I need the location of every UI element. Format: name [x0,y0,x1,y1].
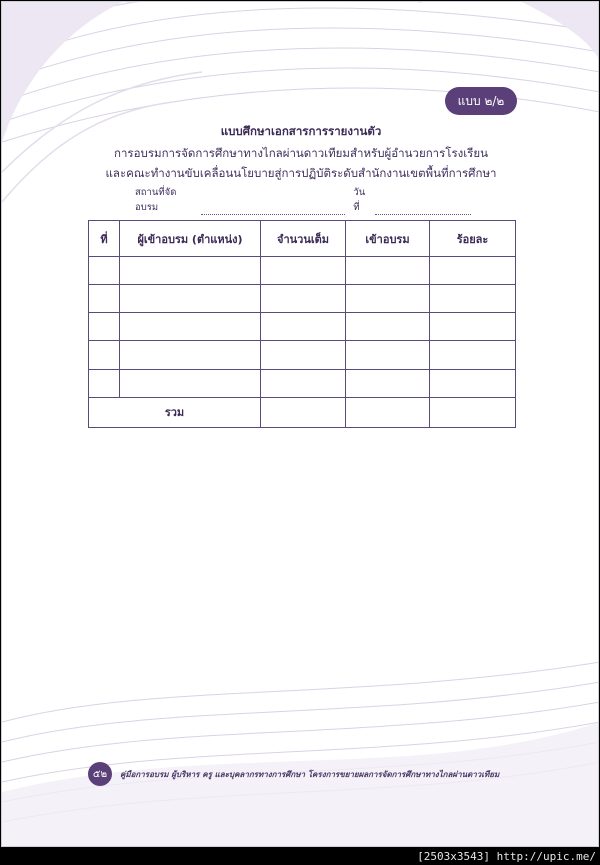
table-cell[interactable] [261,341,346,369]
table-cell[interactable] [89,285,120,313]
table-cell[interactable] [89,257,120,285]
form-number-badge: แบบ ๒/๒ [445,87,517,115]
total-cell[interactable] [346,397,430,427]
table-cell[interactable] [120,341,261,369]
footer-text: คู่มือการอบรม ผู้บริหาร ครู และบุคลากรทางการศึกษา โครงการขยายผลการจัดการศึกษาทางไกลผ่านดาวเทียม [120,769,500,779]
table-cell[interactable] [430,313,516,341]
page-number-badge: ๕๒ [88,762,112,786]
table-cell[interactable] [346,369,430,397]
table-cell[interactable] [346,257,430,285]
info-line [135,185,475,215]
total-row [89,397,516,427]
document-page [1,1,599,847]
table-cell[interactable] [430,341,516,369]
table-cell[interactable] [89,369,120,397]
total-cell[interactable] [261,397,346,427]
total-cell[interactable] [430,397,516,427]
header-attended: เข้าอบรม [346,221,430,257]
page-footer [88,762,499,786]
table-cell[interactable] [346,285,430,313]
date-field[interactable] [375,206,471,215]
place-label: สถานที่จัดอบรม [135,187,177,213]
table-header-row [89,221,516,257]
table-cell[interactable] [89,341,120,369]
table-row [89,369,516,397]
form-title: แบบศึกษาเอกสารการรายงานตัว [220,124,382,138]
watermark-text: [2503x3543] http://upic.me/ [413,848,600,865]
table-row [89,257,516,285]
table-cell[interactable] [430,369,516,397]
table-cell[interactable] [430,285,516,313]
table-cell[interactable] [261,285,346,313]
header-percent: ร้อยละ [430,221,516,257]
table-cell[interactable] [346,313,430,341]
attendance-table [88,220,516,428]
header-total: จำนวนเต็ม [261,221,346,257]
table-cell[interactable] [120,285,261,313]
table-row [89,313,516,341]
table-cell[interactable] [430,257,516,285]
table-row [89,341,516,369]
header-participant: ผู้เข้าอบรม (ตำแหน่ง) [120,221,261,257]
table-cell[interactable] [120,369,261,397]
table-cell[interactable] [261,369,346,397]
table-cell[interactable] [89,313,120,341]
header-no: ที่ [89,221,120,257]
total-label: รวม [89,397,261,427]
table-cell[interactable] [261,313,346,341]
form-subtitle-line1: การอบรมการจัดการศึกษาทางไกลผ่านดาวเทียมสำหรับผู้อำนวยการโรงเรียน [114,146,488,160]
form-subtitle-line2: และคณะทำงานขับเคลื่อนนโยบายสู่การปฏิบัติระดับสำนักงานเขตพื้นที่การศึกษา [105,166,497,180]
table-row [89,285,516,313]
table-cell[interactable] [346,341,430,369]
place-field[interactable] [201,206,345,215]
date-label: วันที่ [353,187,366,213]
table-cell[interactable] [261,257,346,285]
table-cell[interactable] [120,257,261,285]
table-cell[interactable] [120,313,261,341]
